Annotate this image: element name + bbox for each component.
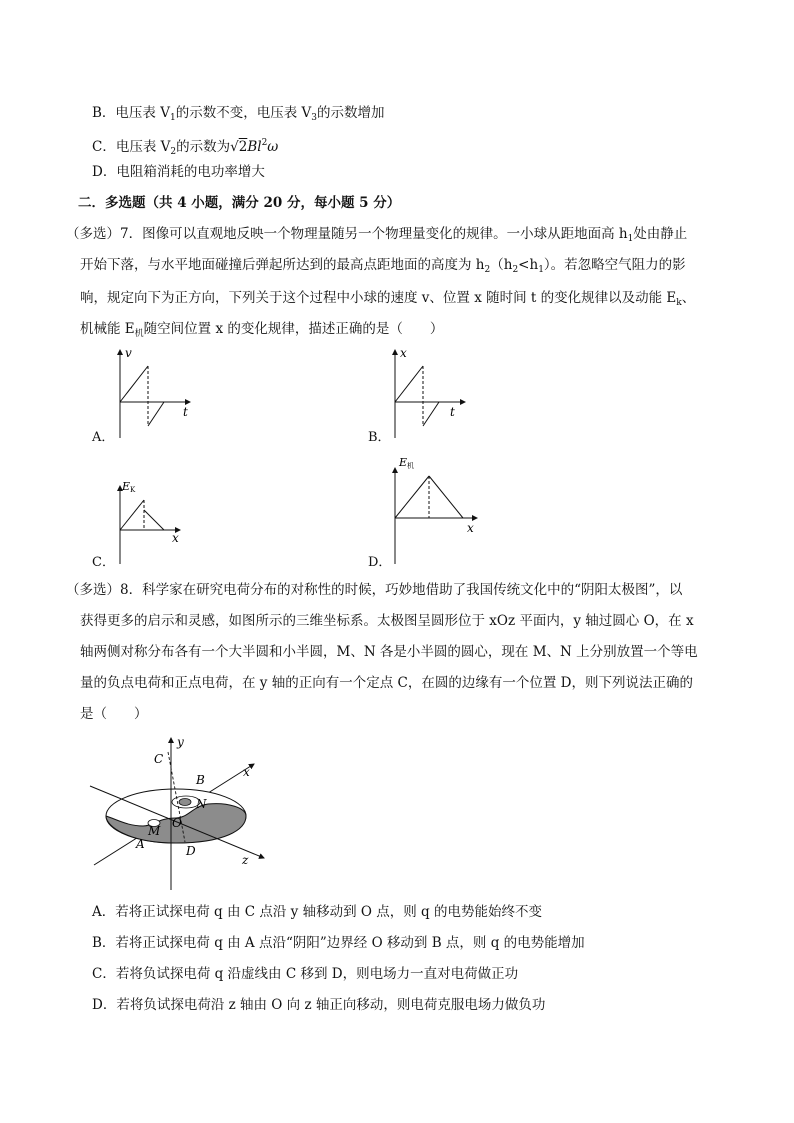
q8-line-2: 获得更多的启示和灵感，如图所示的三维坐标系。太极图呈圆形位于 xOz 平面内，y 轴过圆心 O，在 x (80, 613, 694, 629)
axis-y-label: v (125, 346, 132, 360)
label-o: O (172, 816, 182, 830)
q8-line-5: 是（ ） (80, 706, 148, 722)
q6-option-b: B．电压表 $V_1$的示数不变，电压表 $V_3$的示数增加 (92, 105, 385, 123)
q8-option-b: B．若将正试探电荷 q 由 A 点沿“阴阳”边界经 O 移动到 B 点，则 q 的电势能增加 (92, 935, 585, 951)
q7-graph-c (108, 470, 198, 566)
axis-x-label: t (450, 405, 455, 419)
label-y: y (177, 735, 184, 749)
q7-graph-d (383, 452, 483, 566)
q7-line-2: 开始下落，与水平地面碰撞后弹起所达到的最高点距地面的高度为 $h_2(h_2<h_1)$。若忽略空气阻力的影 (80, 257, 686, 275)
label-x: x (243, 765, 250, 779)
q6-option-c: C．电压表 $V_2$的示数为√2Bl$^2$ω (92, 138, 279, 157)
q8-option-d: D．若将负试探电荷沿 z 轴由 O 向 z 轴正向移动，则电荷克服电场力做负功 (92, 997, 546, 1013)
q7-graph-b (383, 344, 473, 440)
section-title: 二．多选题（共 4 小题，满分 20 分，每小题 5 分） (78, 195, 401, 211)
q8-option-a: A．若将正试探电荷 q 由 C 点沿 y 轴移动到 O 点，则 q 的电势能始终不变 (92, 904, 542, 920)
q7-line-3: 响，规定向下为正方向，下列关于这个过程中小球的速度 v、位置 x 随时间 t 的变化规律以及动能 $E_k$、 (80, 290, 696, 308)
q8-line-3: 轴两侧对称分布各有一个大半圆和小半圆，M、N 各是小半圆的圆心，现在 M、N 上分别放置一个等电 (80, 644, 698, 660)
q8-option-c: C．若将负试探电荷 q 沿虚线由 C 移到 D，则电场力一直对电荷做正功 (92, 966, 519, 982)
axis-x-label: x (467, 521, 474, 535)
curve-fall (395, 366, 423, 402)
label-b: B (196, 773, 205, 787)
label-m: M (148, 824, 161, 838)
curve-fall (120, 366, 148, 402)
label-c: C (154, 752, 164, 766)
q7-line-1: （多选）7．图像可以直观地反映一个物理量随另一个物理量变化的规律。一小球从距地面高 $h_1$处由静止 (66, 226, 688, 244)
axis-y-label: x (400, 346, 407, 360)
axis-y-label: EK (122, 480, 136, 494)
taiji-figure (88, 730, 278, 895)
q7-graph-d-label: D． (368, 555, 392, 570)
q8-line-4: 量的负点电荷和正点电荷，在 y 轴的正向有一个定点 C，在圆的边缘有一个位置 D，则下列说法正确的 (80, 675, 693, 691)
point-n-dot (179, 799, 191, 806)
axis-x-label: x (172, 531, 179, 545)
q7-line-4: 机械能 $E_机$随空间位置 x 的变化规律，描述正确的是（ ） (80, 321, 444, 339)
q7-graph-a (108, 344, 198, 440)
q7-graph-c-label: C． (92, 555, 115, 570)
curve-fall (144, 510, 164, 530)
q8-line-1: （多选）8．科学家在研究电荷分布的对称性的时候，巧妙地借助了我国传统文化中的“阴阳太极图”，以 (66, 582, 683, 598)
curve-rise (395, 476, 429, 518)
label-n: N (196, 797, 207, 811)
q7-graph-a-label: A． (92, 430, 115, 445)
label-d: D (186, 844, 196, 858)
axis-x-label: t (183, 405, 188, 419)
curve-fall (429, 476, 463, 518)
label-a: A (136, 837, 145, 851)
label-z: z (242, 853, 249, 867)
curve-rise (148, 402, 164, 426)
curve-rise (120, 500, 144, 530)
q6-option-d: D．电阻箱消耗的电功率增大 (92, 164, 265, 180)
curve-rise (423, 402, 439, 426)
q7-graph-b-label: B． (368, 430, 391, 445)
axis-y-label: E机 (399, 456, 415, 470)
